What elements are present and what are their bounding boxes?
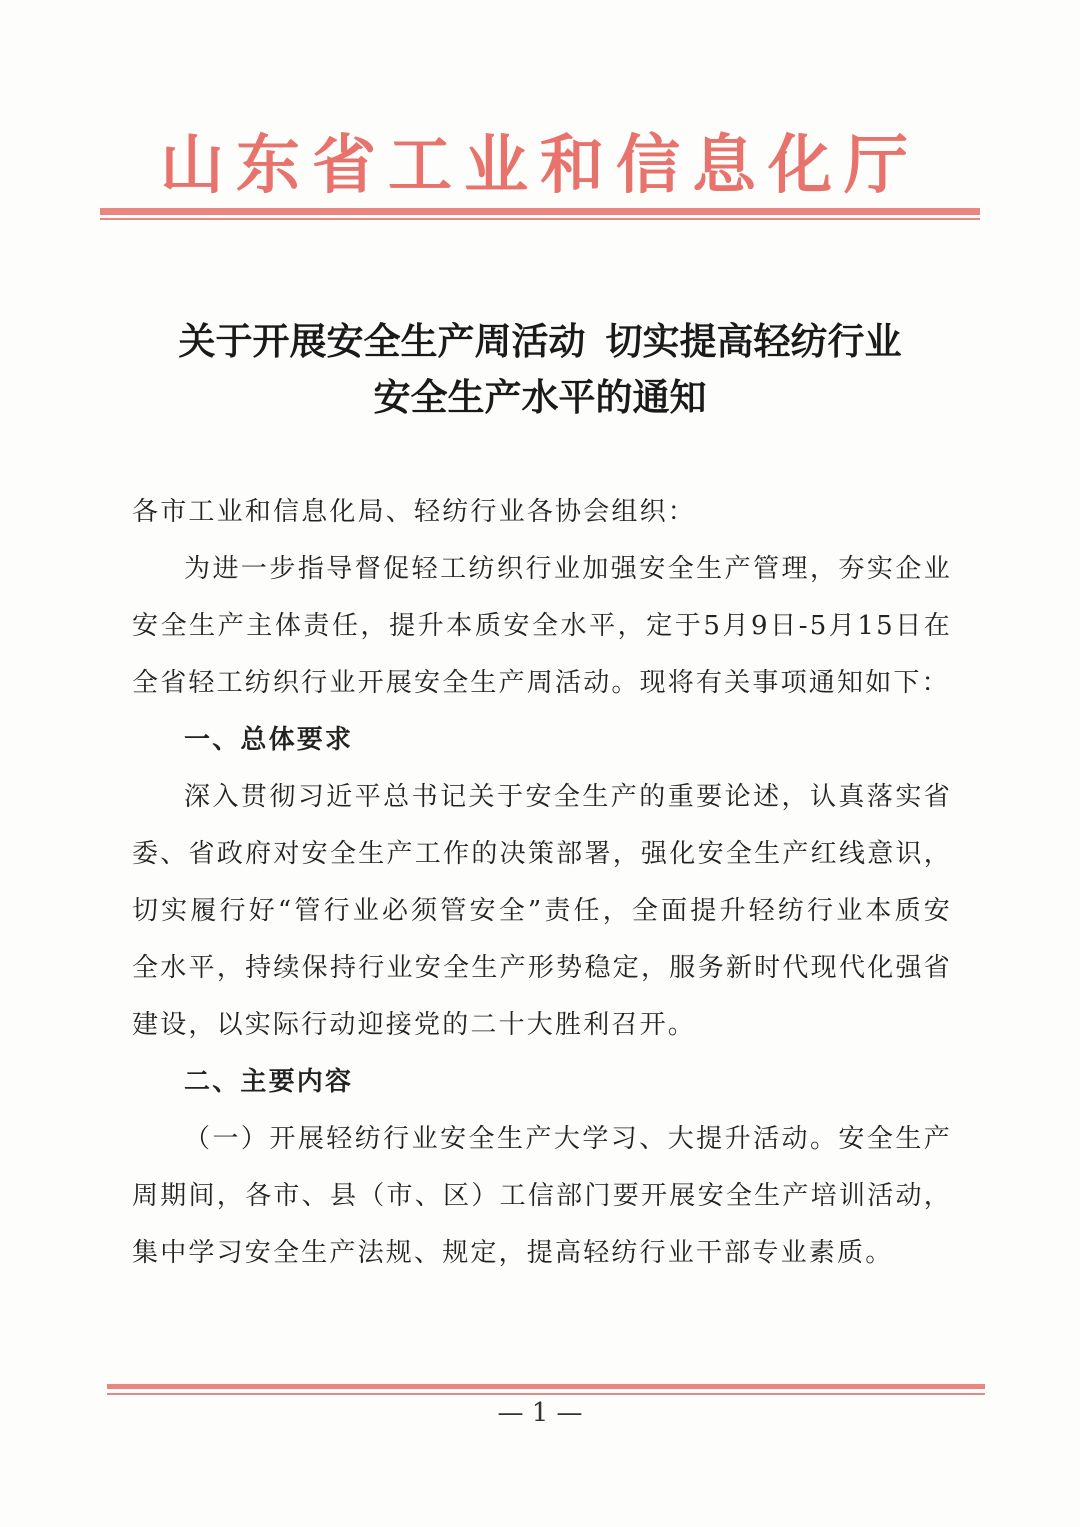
section-2-item-1: （一）开展轻纺行业安全生产大学习、大提升活动。安全生产周期间，各市、县（市、区）工信部门要开展安全生产培训活动，集中学习安全生产法规、规定，提高轻纺行业干部专业素质。 [132, 1124, 952, 1268]
document-title-part1: 关于开展安全生产周活动 [178, 320, 586, 363]
salutation: 各市工业和信息化局、轻纺行业各协会组织： [132, 497, 697, 527]
page-number: — 1 — [497, 1398, 583, 1428]
section-2-heading: 二、主要内容 [184, 1067, 354, 1097]
letterhead-issuer: 山东省工业和信息化厅 [160, 129, 920, 203]
footer-rule-thick [107, 1384, 985, 1389]
section-1-heading: 一、总体要求 [184, 725, 354, 755]
document-title-line2: 安全生产水平的通知 [373, 376, 707, 419]
document-title-part2: 切实提高轻纺行业 [605, 320, 902, 363]
document-title-line1 [100, 314, 980, 370]
footer-rule-thin [107, 1393, 985, 1395]
letterhead-rule-thin [100, 218, 980, 220]
document-body [132, 484, 952, 1282]
intro-paragraph: 为进一步指导督促轻工纺织行业加强安全生产管理，夯实企业安全生产主体责任，提升本质安全水平，定于5月9日-5月15日在全省轻工纺织行业开展安全生产周活动。现将有关事项通知如下： [132, 554, 952, 698]
section-1-paragraph: 深入贯彻习近平总书记关于安全生产的重要论述，认真落实省委、省政府对安全生产工作的决策部署，强化安全生产红线意识，切实履行好“管行业必须管安全”责任，全面提升轻纺行业本质安全水平，持续保持行业安全生产形势稳定，服务新时代现代化强省建设，以实际行动迎接党的二十大胜利召开。 [132, 782, 952, 1040]
letterhead-rule-thick [100, 208, 980, 215]
